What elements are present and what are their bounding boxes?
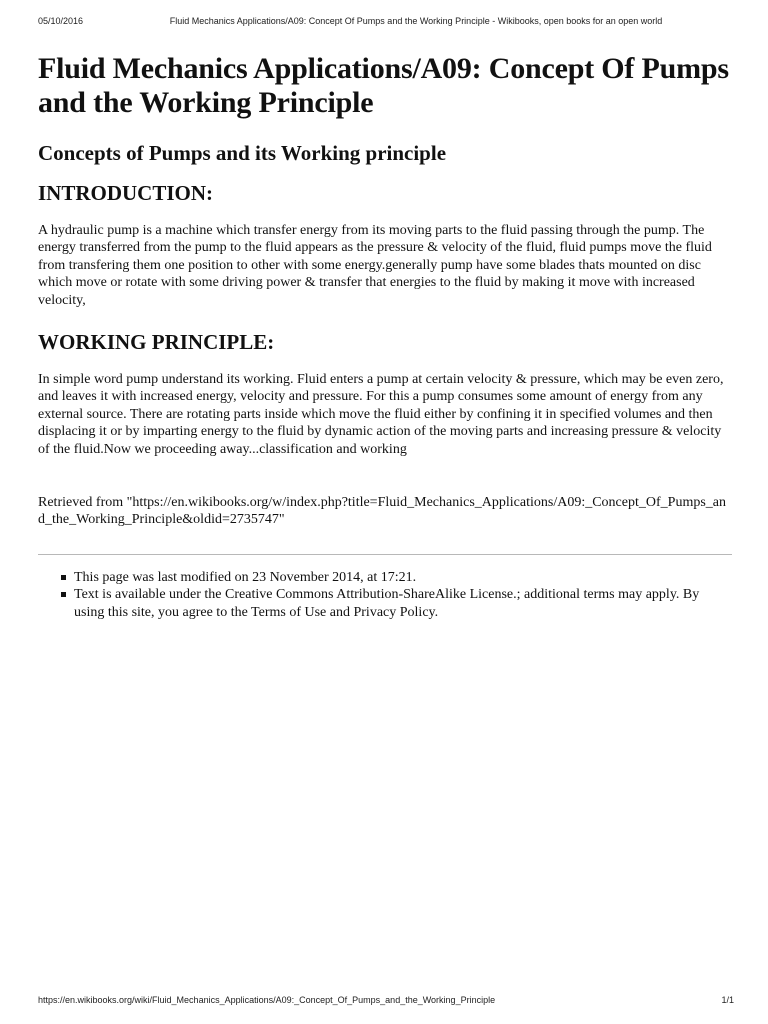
print-page-title: Fluid Mechanics Applications/A09: Concept Of Pumps and the Working Principle - Wikibooks, open books for an open world xyxy=(169,16,663,26)
print-url: https://en.wikibooks.org/wiki/Fluid_Mechanics_Applications/A09:_Concept_Of_Pumps_and_the_Working_Principle xyxy=(38,995,496,1005)
last-modified-text: This page was last modified on 23 November 2014, at 17:21. xyxy=(74,569,417,585)
section-heading-introduction: INTRODUCTION: xyxy=(38,181,214,205)
list-item xyxy=(74,586,732,621)
square-bullet-icon xyxy=(61,575,66,580)
section-heading-working-principle: WORKING PRINCIPLE: xyxy=(38,330,275,355)
page-subtitle: Concepts of Pumps and its Working principle xyxy=(38,141,447,165)
retrieved-from-text: Retrieved from "https://en.wikibooks.org/w/index.php?title=Fluid_Mechanics_Applications/A09:_Concept_Of_Pumps_and_the_Working_Principle&oldid=2735747" xyxy=(38,495,726,528)
print-page-number: 1/1 xyxy=(721,995,734,1005)
square-bullet-icon xyxy=(61,592,66,597)
section-body-introduction: A hydraulic pump is a machine which transfer energy from its moving parts to the fluid passing through the pump. The energy transferred from the pump to the fluid appears as the pressure & velocity of the fluid, fluid pumps move the fluid from transfering them one position to other with some energy.generally pump have some blades thats mounted on disc which move or rotate with some driving power & transfer that energies to the fluid by making it move with increased velocity, xyxy=(38,223,712,308)
footer-divider xyxy=(38,554,732,555)
license-text: Text is available under the Creative Commons Attribution-ShareAlike License.; additional terms may apply. By using this site, you agree to the Terms of Use and Privacy Policy. xyxy=(74,587,700,620)
list-item xyxy=(74,569,732,586)
footer-info-list xyxy=(38,569,732,621)
page-title: Fluid Mechanics Applications/A09: Concept Of Pumps and the Working Principle xyxy=(38,52,729,119)
article-content xyxy=(38,52,732,621)
print-date: 05/10/2016 xyxy=(38,16,84,26)
section-body-working-principle: In simple word pump understand its working. Fluid enters a pump at certain velocity & pressure, which may be even zero, and leaves it with increased energy, velocity and pressure. For this a pump consumes some amount of energy from any external source. There are rotating parts inside which move the fluid either by confining it in specified volumes and then displacing it or by imparting energy to the fluid by dynamic action of the moving parts and increasing pressure & velocity of the fluid.Now we proceeding away...classification and working xyxy=(38,372,724,457)
